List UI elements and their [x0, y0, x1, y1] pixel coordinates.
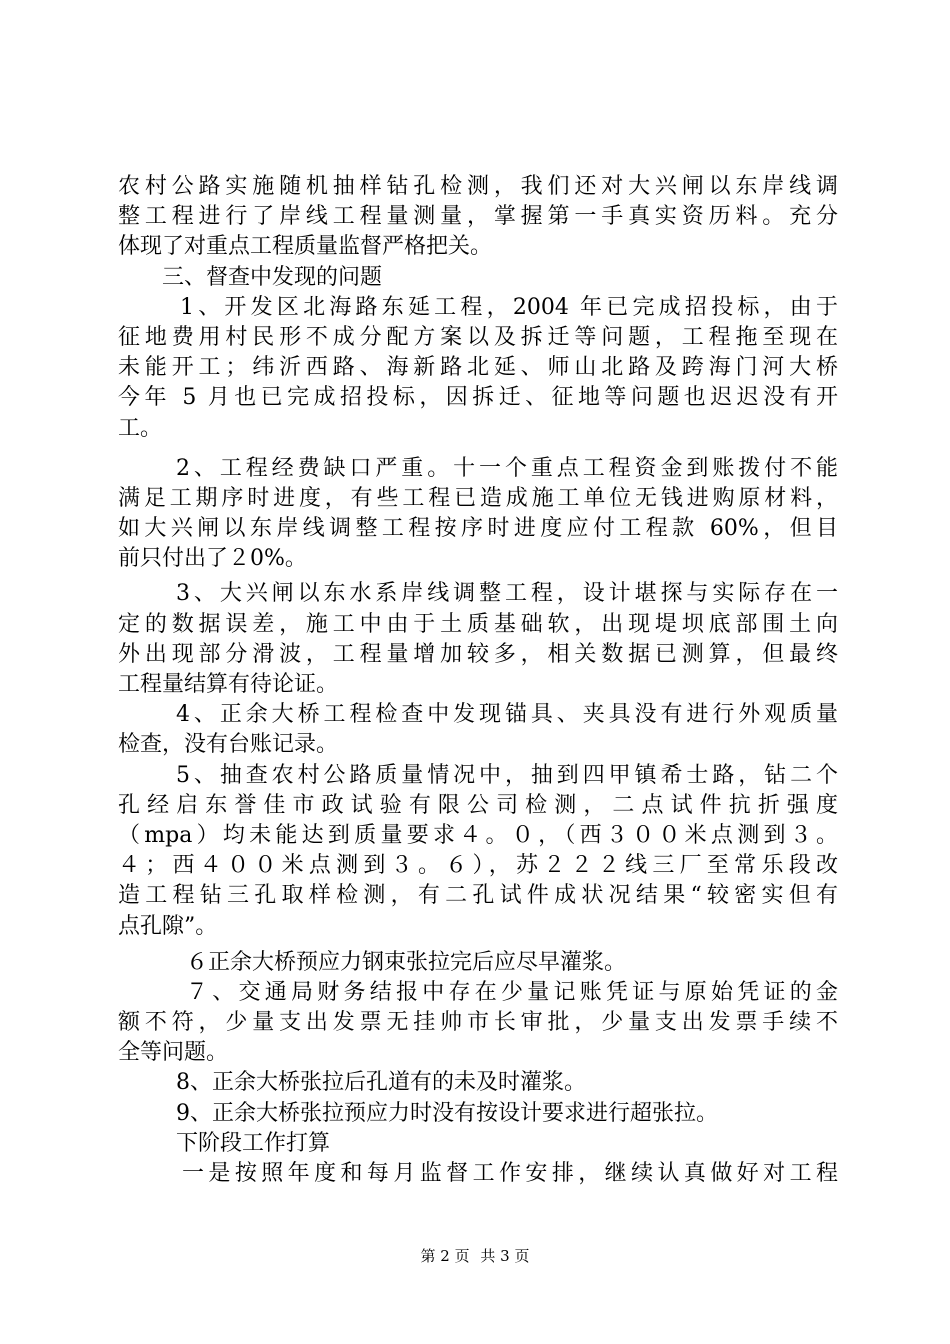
- text-line: 造工程钻三孔取样检测，有二孔试件成状况结果“较密实但有: [118, 883, 838, 909]
- text-line: 外出现部分滑波，工程量增加较多，相关数据已测算，但最终: [118, 641, 838, 667]
- text-line: 农村公路实施随机抽样钻孔检测，我们还对大兴闸以东岸线调: [118, 174, 838, 199]
- text-line: ６正余大桥预应力钢束张拉完后应尽早灌浆。: [186, 949, 627, 975]
- section-heading: 下阶段工作打算: [176, 1130, 331, 1156]
- section-heading: 三、督查中发现的问题: [162, 264, 383, 290]
- text-line: （mpa）均未能达到质量要求４。０，（西３００米点测到３。: [118, 822, 839, 848]
- text-line: ４；西４００米点测到３。６），苏２２２线三厂至常乐段改: [118, 853, 838, 879]
- text-line: 2、工程经费缺口严重。十一个重点工程资金到账拨付不能: [176, 455, 838, 481]
- text-line: 征地费用村民形不成分配方案以及拆迁等问题，工程拖至现在: [118, 324, 838, 350]
- text-line: 8、正余大桥张拉后孔道有的未及时灌浆。: [176, 1070, 586, 1096]
- text-line: 一是按照年度和每月监督工作安排，继续认真做好对工程: [182, 1161, 838, 1186]
- text-line: 1、开发区北海路东延工程，2004 年已完成招投标，由于: [180, 294, 838, 320]
- text-line: 体现了对重点工程质量监督严格把关。: [118, 234, 493, 260]
- text-line: 前只付出了２0%。: [118, 546, 307, 572]
- text-line: 4、正余大桥工程检查中发现锚具、夹具没有进行外观质量: [176, 702, 838, 728]
- text-line: 额不符，少量支出发票无挂帅市长审批，少量支出发票手续不: [118, 1010, 838, 1036]
- text-line: 检查，没有台账记录。: [118, 732, 339, 758]
- text-line: 整工程进行了岸线工程量测量，掌握第一手真实资历料。充分: [118, 204, 838, 230]
- page-total: 共 3 页: [480, 1247, 530, 1265]
- page-number: 第 2 页: [420, 1247, 470, 1265]
- text-line: 工。: [118, 415, 163, 441]
- text-line: 9、正余大桥张拉预应力时没有按设计要求进行超张拉。: [176, 1100, 718, 1126]
- text-line: 孔经启东誉佳市政试验有限公司检测，二点试件抗折强度: [118, 792, 838, 818]
- text-line: 3、大兴闸以东水系岸线调整工程，设计堪探与实际存在一: [176, 581, 838, 607]
- text-line: 未能开工；纬沂西路、海新路北延、师山北路及跨海门河大桥: [118, 355, 838, 381]
- text-line: 如大兴闸以东岸线调整工程按序时进度应付工程款 60%，但目: [118, 516, 838, 542]
- text-line: 今年 5 月也已完成招投标，因拆迁、征地等问题也迟迟没有开: [118, 385, 838, 411]
- text-line: ７、交通局财务结报中存在少量记账凭证与原始凭证的金: [186, 979, 838, 1005]
- document-body: [118, 172, 838, 1189]
- text-line: 点孔隙”。: [118, 913, 218, 939]
- text-line: 工程量结算有待论证。: [118, 672, 339, 697]
- text-line: 满足工期序时进度，有些工程已造成施工单位无钱进购原材料，: [118, 485, 838, 511]
- page-footer: [0, 1245, 950, 1266]
- text-line: 全等问题。: [118, 1040, 229, 1066]
- text-line: 5、抽查农村公路质量情况中，抽到四甲镇希士路，钻二个: [176, 762, 838, 788]
- text-line: 定的数据误差，施工中由于土质基础软，出现堤坝底部围土向: [118, 611, 838, 637]
